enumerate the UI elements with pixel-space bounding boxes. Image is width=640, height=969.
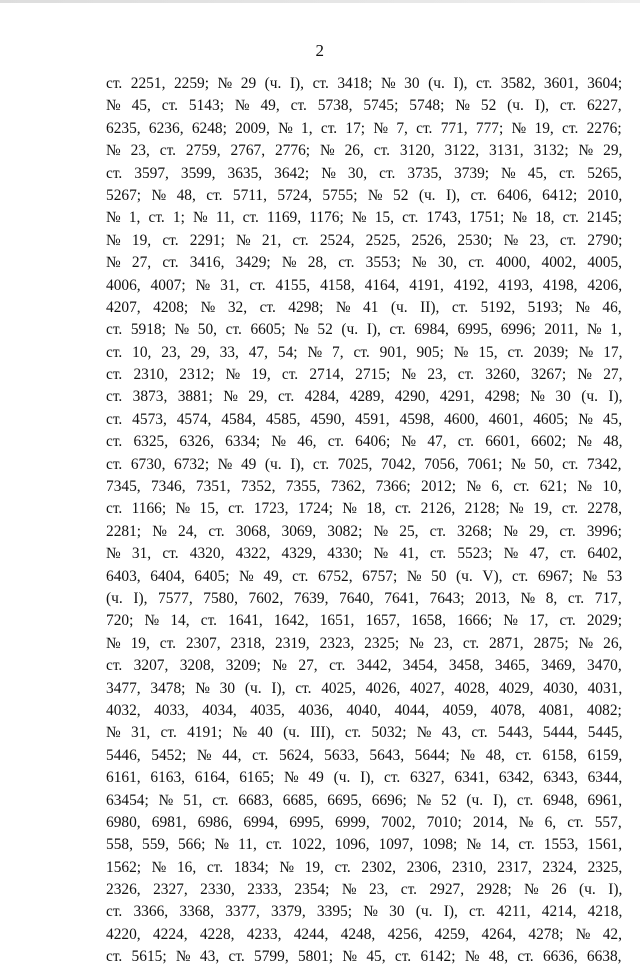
text-line: 4220, 4224, 4228, 4233, 4244, 4248, 4256, 4259, 4264, 4278; № 42, [106,925,622,943]
text-line: ст. 3597, 3599, 3635, 3642; № 30, ст. 3735, 3739; № 45, ст. 5265, [106,164,622,182]
text-line: ст. 1166; № 15, ст. 1723, 1724; № 18, ст. 2126, 2128; № 19, ст. 2278, [106,500,622,518]
text-line: (ч. I), 7577, 7580, 7602, 7639, 7640, 7641, 7643; 2013, № 8, ст. 717, [106,589,622,607]
text-line: ст. 6325, 6326, 6334; № 46, ст. 6406; № 47, ст. 6601, 6602; № 48, [106,433,623,451]
text-line: 6161, 6163, 6164, 6165; № 49 (ч. I), ст. 6327, 6341, 6342, 6343, 6344, [106,769,623,787]
text-line: ст. 2251, 2259; № 29 (ч. I), ст. 3418; № 30 (ч. I), ст. 3582, 3601, 3604; [106,75,623,92]
page-top-edge [0,0,640,3]
text-line: 6403, 6404, 6405; № 49, ст. 6752, 6757; № 50 (ч. V), ст. 6967; № 53 [106,567,623,585]
document-body-text [106,73,622,969]
text-line: ст. 5615; № 43, ст. 5799, 5801; № 45, ст. 6142; № 48, ст. 6636, 6638, [106,948,622,966]
text-line: № 31, ст. 4320, 4322, 4329, 4330; № 41, ст. 5523; № 47, ст. 6402, [106,545,623,563]
text-line: 720; № 14, ст. 1641, 1642, 1651, 1657, 1658, 1666; № 17, ст. 2029; [106,612,622,630]
text-line: ст. 3873, 3881; № 29, ст. 4284, 4289, 4290, 4291, 4298; № 30 (ч. I), [106,388,623,406]
text-line: 4032, 4033, 4034, 4035, 4036, 4040, 4044, 4059, 4078, 4081, 4082; [106,701,622,719]
text-line: № 19, ст. 2307, 2318, 2319, 2323, 2325; № 23, ст. 2871, 2875; № 26, [106,634,623,652]
text-line: 7345, 7346, 7351, 7352, 7355, 7362, 7366; 2012; № 6, ст. 621; № 10, [106,478,622,496]
text-line: № 31, ст. 4191; № 40 (ч. III), ст. 5032; № 43, ст. 5443, 5444, 5445, [106,724,623,742]
text-line: 4006, 4007; № 31, ст. 4155, 4158, 4164, 4191, 4192, 4193, 4198, 4206, [106,276,623,294]
text-line: ст. 5918; № 50, ст. 6605; № 52 (ч. I), ст. 6984, 6995, 6996; 2011, № 1, [106,321,622,339]
text-line: № 19, ст. 2291; № 21, ст. 2524, 2525, 2526, 2530; № 23, ст. 2790; [106,231,623,249]
text-line: № 1, ст. 1; № 11, ст. 1169, 1176; № 15, ст. 1743, 1751; № 18, ст. 2145; [106,209,623,227]
text-line: ст. 3366, 3368, 3377, 3379, 3395; № 30 (ч. I), ст. 4211, 4214, 4218, [106,903,623,921]
text-line: 3477, 3478; № 30 (ч. I), ст. 4025, 4026, 4027, 4028, 4029, 4030, 4031, [106,679,623,697]
text-line: 63454; № 51, ст. 6683, 6685, 6695, 6696; № 52 (ч. I), ст. 6948, 6961, [106,791,623,809]
text-line: ст. 6730, 6732; № 49 (ч. I), ст. 7025, 7042, 7056, 7061; № 50, ст. 7342, [106,455,622,473]
text-line: 2326, 2327, 2330, 2333, 2354; № 23, ст. 2927, 2928; № 26 (ч. I), [106,881,623,899]
text-line: 5267; № 48, ст. 5711, 5724, 5755; № 52 (ч. I), ст. 6406, 6412; 2010, [106,186,623,204]
text-line: 1562; № 16, ст. 1834; № 19, ст. 2302, 2306, 2310, 2317, 2324, 2325, [106,858,623,876]
text-line: 5446, 5452; № 44, ст. 5624, 5633, 5643, 5644; № 48, ст. 6158, 6159, [106,746,623,764]
page-number: 2 [315,41,325,60]
text-line: ст. 4573, 4574, 4584, 4585, 4590, 4591, 4598, 4600, 4601, 4605; № 45, [106,410,623,428]
text-line: № 45, ст. 5143; № 49, ст. 5738, 5745; 5748; № 52 (ч. I), ст. 6227, [106,97,622,115]
text-line: № 23, ст. 2759, 2767, 2776; № 26, ст. 3120, 3122, 3131, 3132; № 29, [106,142,623,160]
text-line: ст. 10, 23, 29, 33, 47, 54; № 7, ст. 901, 905; № 15, ст. 2039; № 17, [106,343,623,361]
text-line: ст. 2310, 2312; № 19, ст. 2714, 2715; № 23, ст. 3260, 3267; № 27, [106,366,623,384]
text-line: 6235, 6236, 6248; 2009, № 1, ст. 17; № 7, ст. 771, 777; № 19, ст. 2276; [106,119,622,137]
text-line: № 27, ст. 3416, 3429; № 28, ст. 3553; № 30, ст. 4000, 4002, 4005, [106,254,623,272]
text-line: 558, 559, 566; № 11, ст. 1022, 1096, 1097, 1098; № 14, ст. 1553, 1561, [106,836,623,854]
text-line: 2281; № 24, ст. 3068, 3069, 3082; № 25, ст. 3268; № 29, ст. 3996; [106,522,622,540]
text-line: 4207, 4208; № 32, ст. 4298; № 41 (ч. II), ст. 5192, 5193; № 46, [106,298,622,316]
text-line: ст. 3207, 3208, 3209; № 27, ст. 3442, 3454, 3458, 3465, 3469, 3470, [106,657,622,675]
text-line: 6980, 6981, 6986, 6994, 6995, 6999, 7002, 7010; 2014, № 6, ст. 557, [106,813,622,831]
